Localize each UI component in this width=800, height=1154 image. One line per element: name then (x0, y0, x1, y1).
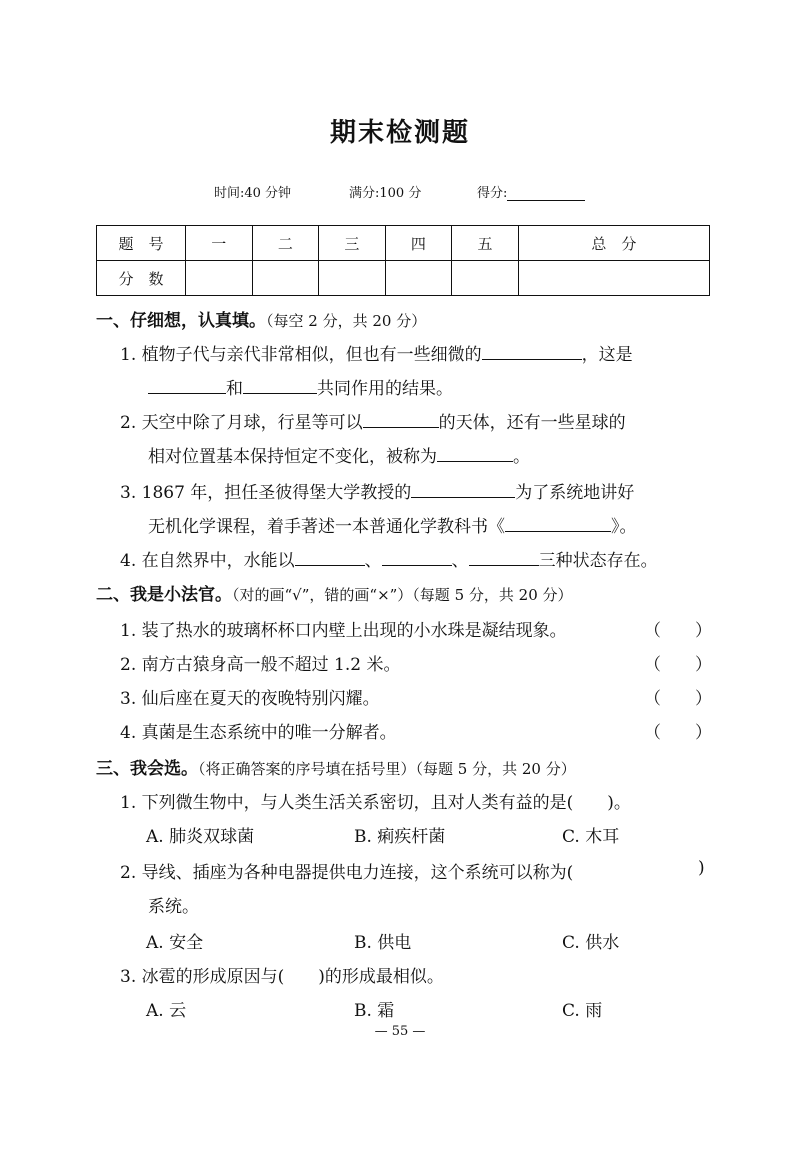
section-note: （将正确答案的序号填在括号里）（每题 5 分，共 20 分） (198, 760, 576, 778)
question-text: 和 (226, 379, 243, 399)
score-table-cell: 四 (385, 226, 452, 261)
score-input-cell[interactable] (319, 261, 386, 296)
question-text: 2. 天空中除了月球，行星等可以 (120, 413, 363, 433)
question-text: 。 (513, 447, 530, 467)
score-table-cell: 二 (252, 226, 319, 261)
answer-parentheses[interactable]: （ ） (644, 723, 712, 743)
question-text: ，这是 (581, 345, 633, 365)
score-input-cell[interactable] (452, 261, 519, 296)
score-input-cell[interactable] (385, 261, 452, 296)
score-table (96, 225, 710, 296)
score-input-cell[interactable] (252, 261, 319, 296)
judge-item: 1. 装了热水的玻璃杯杯口内壁上出现的小水珠是凝结现象。 (120, 621, 567, 641)
choice-option[interactable]: B. 霜 (354, 1001, 395, 1021)
question-line (120, 478, 634, 503)
choice-option[interactable]: C. 雨 (562, 1001, 603, 1021)
score-table-score-row (97, 261, 710, 296)
time-limit: 时间:40 分钟 (214, 186, 292, 201)
answer-parentheses[interactable]: （ ） (644, 621, 712, 641)
full-score: 满分:100 分 (349, 186, 422, 201)
section-note: （对的画“√”，错的画“×”）（每题 5 分，共 20 分） (232, 586, 573, 604)
answer-parentheses[interactable]: （ ） (644, 689, 712, 709)
judge-item: 4. 真菌是生态系统中的唯一分解者。 (120, 723, 397, 743)
choice-question: 2. 导线、插座为各种电器提供电力连接，这个系统可以称为( (120, 863, 574, 883)
question-text: 1. 植物子代与亲代非常相似，但也有一些细微的 (120, 345, 482, 365)
choice-option[interactable]: B. 供电 (354, 933, 412, 953)
judge-item: 3. 仙后座在夏天的夜晚特别闪耀。 (120, 689, 380, 709)
question-text: 为了系统地讲好 (515, 483, 635, 503)
page-title: 期末检测题 (329, 118, 470, 148)
score-blank[interactable] (507, 188, 585, 201)
choice-question: 3. 冰雹的形成原因与( )的形成最相似。 (120, 967, 444, 987)
score-table-cell: 一 (186, 226, 253, 261)
question-text: ) (698, 858, 705, 878)
question-line (148, 374, 453, 399)
choice-question: 1. 下列微生物中，与人类生活关系密切，且对人类有益的是( )。 (120, 793, 631, 813)
question-line (148, 442, 530, 467)
answer-blank[interactable] (382, 549, 452, 566)
choice-option[interactable]: A. 肺炎双球菌 (146, 827, 255, 847)
section-note: （每空 2 分，共 20 分） (266, 312, 427, 330)
question-line (120, 546, 658, 571)
choice-option[interactable]: B. 痢疾杆菌 (354, 827, 446, 847)
question-text: 、 (364, 551, 382, 571)
score-table-cell: 五 (452, 226, 519, 261)
answer-blank[interactable] (243, 377, 317, 394)
section-heading (96, 580, 573, 605)
score-input-cell[interactable] (186, 261, 253, 296)
judge-item: 2. 南方古猿身高一般不超过 1.2 米。 (120, 655, 401, 675)
section-heading (96, 754, 576, 779)
question-text: 的天体，还有一些星球的 (438, 413, 626, 433)
question-text: 无机化学课程，着手著述一本普通化学教科书《 (148, 517, 505, 537)
score-label: 得分: (477, 186, 508, 201)
answer-blank[interactable] (469, 549, 539, 566)
score-table-cell: 题 号 (97, 226, 186, 261)
choice-option[interactable]: C. 木耳 (562, 827, 620, 847)
question-text: 、 (451, 551, 469, 571)
question-text: 相对位置基本保持恒定不变化，被称为 (148, 447, 437, 467)
section-title: 二、我是小法官。 (96, 585, 232, 605)
score-field (477, 182, 585, 201)
question-line (120, 340, 633, 365)
question-text: 》。 (611, 517, 637, 537)
answer-blank[interactable] (148, 377, 226, 394)
choice-option[interactable]: A. 云 (146, 1001, 187, 1021)
choice-option[interactable]: A. 安全 (146, 933, 204, 953)
answer-parentheses[interactable]: （ ） (644, 655, 712, 675)
question-text: 三种状态存在。 (538, 551, 658, 571)
answer-blank[interactable] (411, 481, 515, 498)
question-text: 共同作用的结果。 (317, 379, 453, 399)
section-title: 一、仔细想，认真填。 (96, 311, 266, 331)
answer-blank[interactable] (437, 445, 513, 462)
answer-blank[interactable] (295, 549, 365, 566)
section-heading (96, 306, 426, 331)
answer-blank[interactable] (482, 343, 582, 360)
question-text: 4. 在自然界中，水能以 (120, 551, 295, 571)
score-table-cell: 分 数 (97, 261, 186, 296)
choice-option[interactable]: C. 供水 (562, 933, 620, 953)
question-line (120, 408, 626, 433)
answer-blank[interactable] (505, 515, 611, 532)
answer-blank[interactable] (363, 411, 439, 428)
section-title: 三、我会选。 (96, 759, 198, 779)
score-table-header-row (97, 226, 710, 261)
score-table-cell: 总 分 (518, 226, 709, 261)
question-line (148, 512, 637, 537)
score-input-cell[interactable] (518, 261, 709, 296)
score-table-cell: 三 (319, 226, 386, 261)
question-text: 3. 1867 年，担任圣彼得堡大学教授的 (120, 483, 412, 503)
page-number: — 55 — (374, 1024, 426, 1039)
choice-question: 系统。 (148, 897, 199, 917)
